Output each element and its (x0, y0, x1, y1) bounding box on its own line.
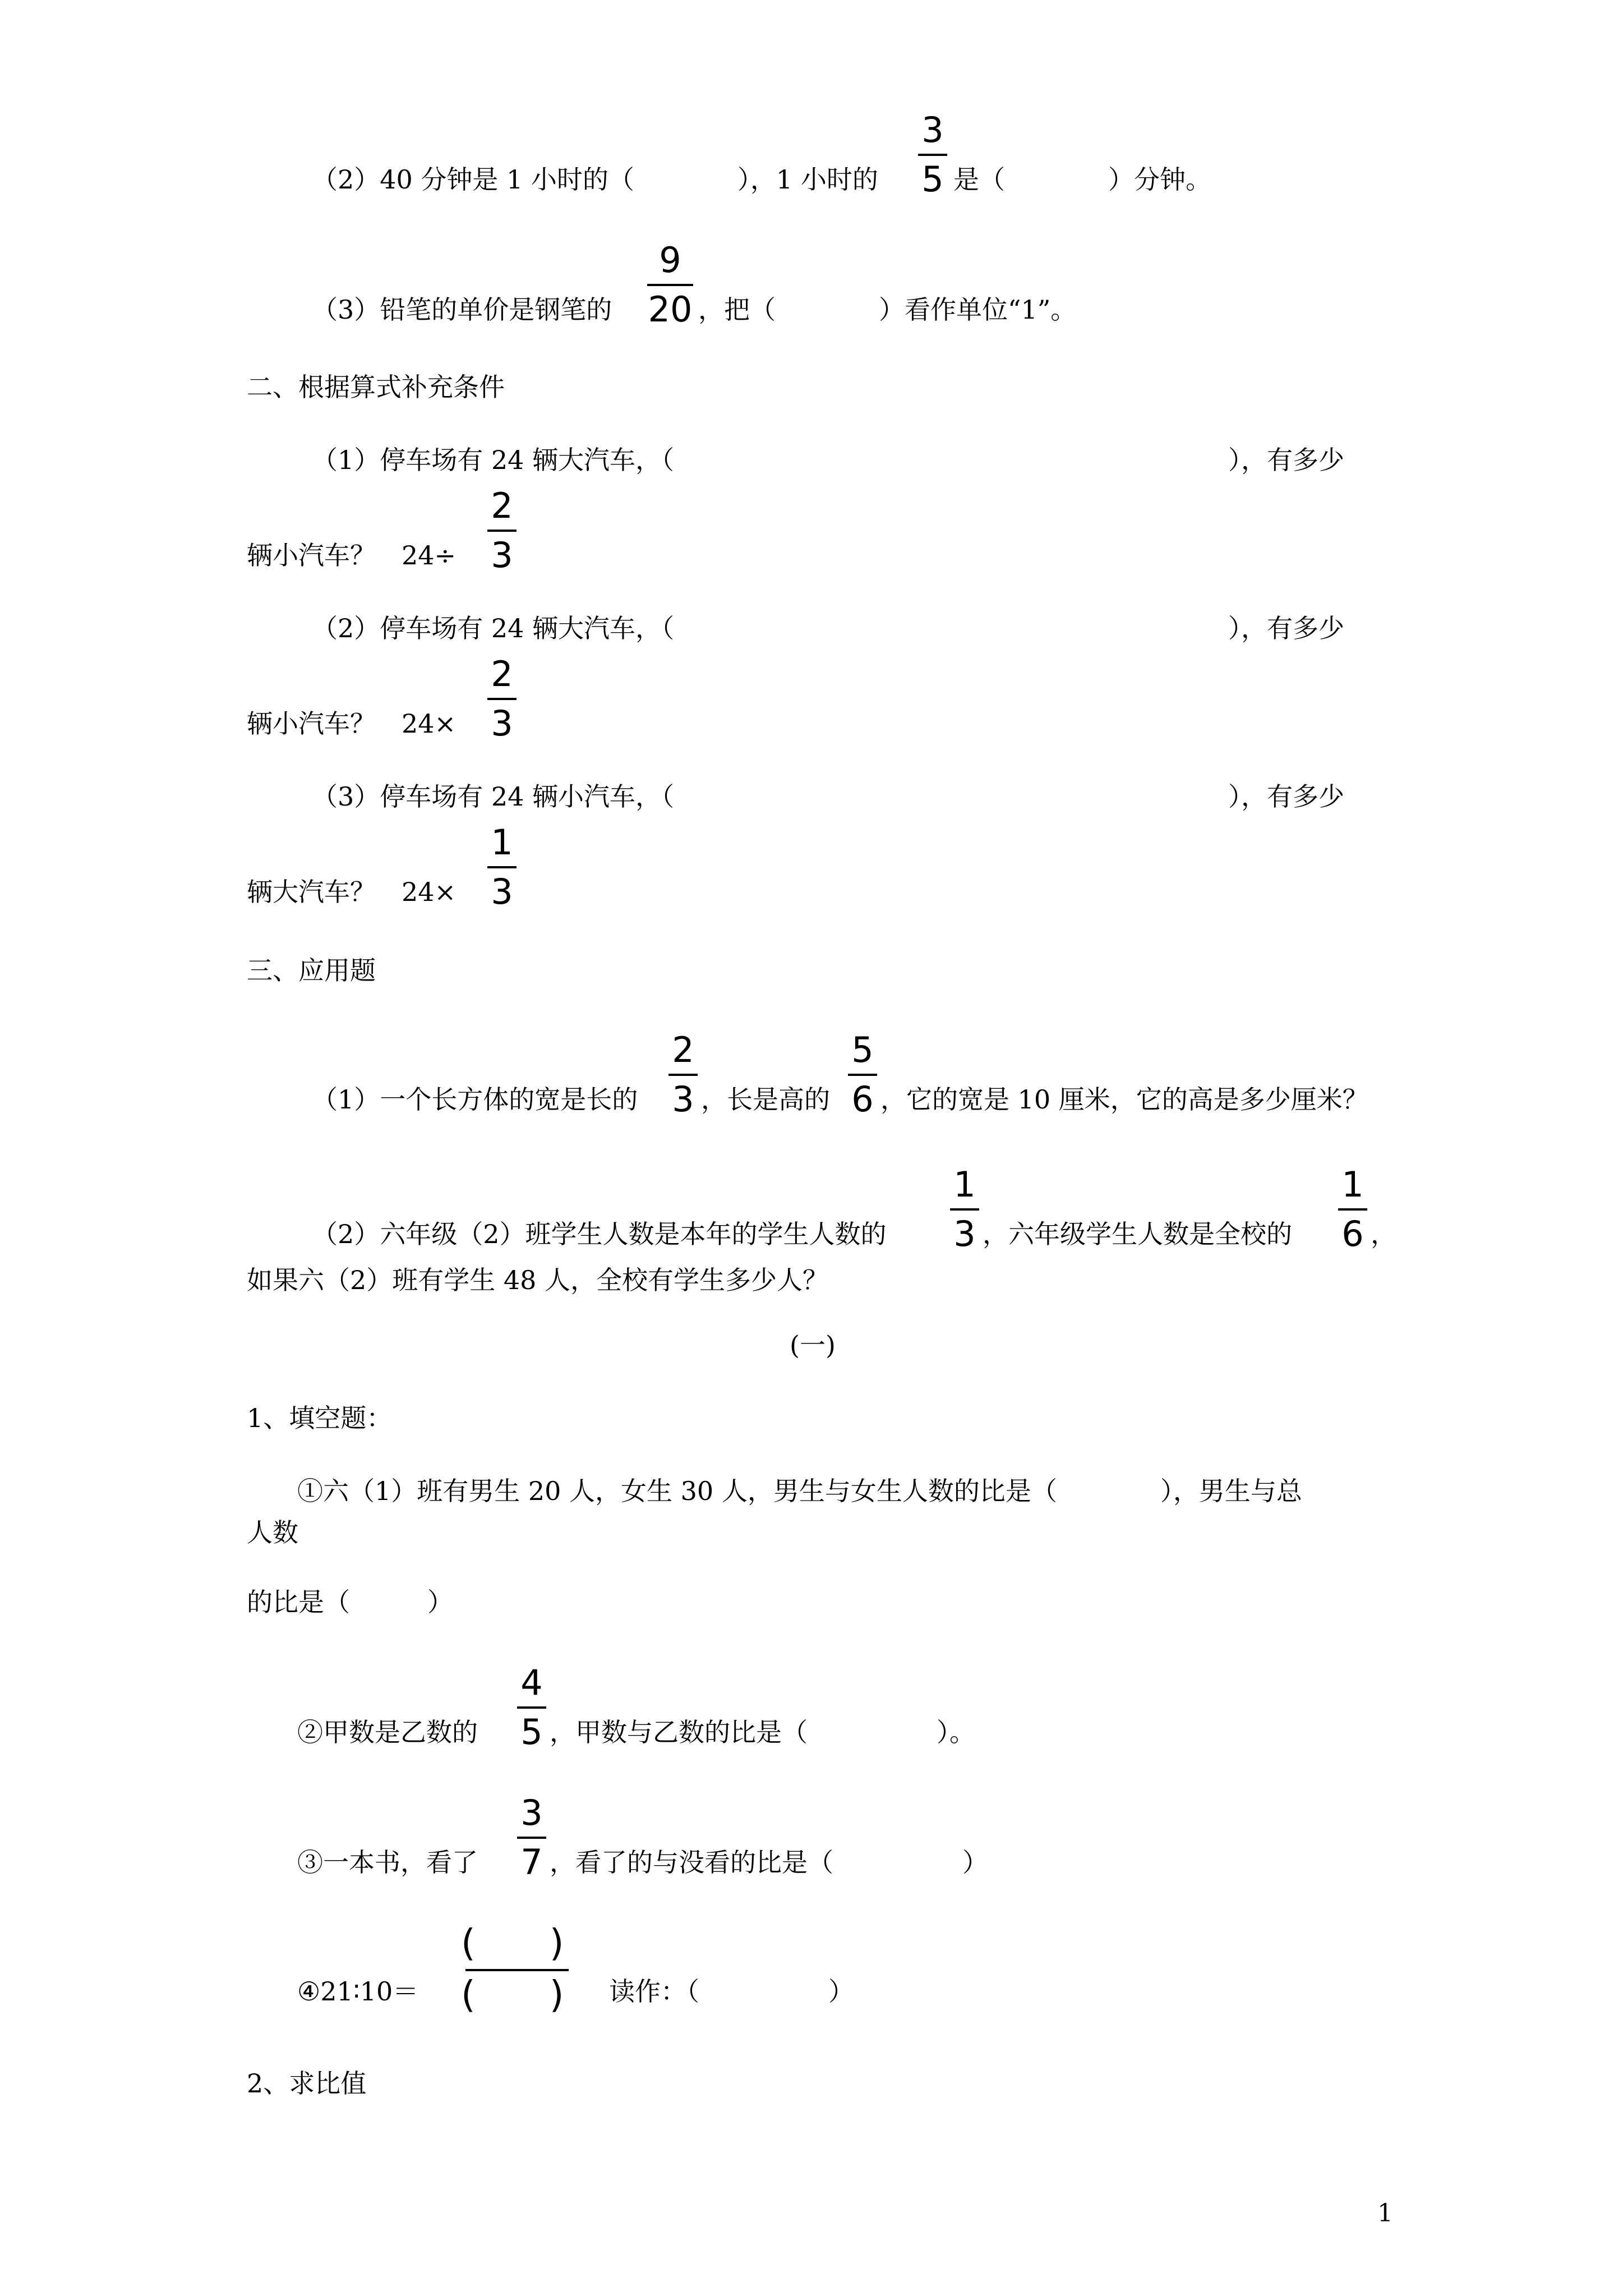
fill-q1-line2: 的比是（ ） (247, 1587, 453, 1617)
s3-q1-text-c: ，它的宽是 10 厘米，它的高是多少厘米？ (880, 1084, 1368, 1115)
s2-item3-close: ），有多少 (1228, 781, 1344, 812)
s3-q1-text-b: ，长是高的 (701, 1084, 830, 1115)
fill-q4-blank-fraction: ( ) ( ) (461, 1923, 573, 2024)
s2-heading: 二、根据算式补充条件 (247, 372, 505, 402)
fill-heading: 1、填空题： (247, 1403, 393, 1433)
fill-q3-text-a: ③一本书，看了 (297, 1847, 478, 1878)
ratio-heading: 2、求比值 (247, 2068, 367, 2099)
fill-q4-text-a: ④21∶10＝ (297, 1976, 419, 2007)
fill-q1-line1: ①六（1）班有男生 20 人，女生 30 人，男生与女生人数的比是（ ），男生与总 (297, 1476, 1302, 1506)
part-title: (一) (790, 1330, 836, 1360)
fill-q2-text-b: ，甲数与乙数的比是（ ）。 (550, 1717, 975, 1747)
fill-q3-text-b: ，看了的与没看的比是（ ） (550, 1847, 988, 1878)
s3-q1-fraction-1: 2 3 (666, 1030, 700, 1120)
fill-q2-text-a: ②甲数是乙数的 (297, 1717, 478, 1747)
s1-q3-text-a: （3）铅笔的单价是钢笔的 (312, 295, 612, 325)
s3-q2-text-a: （2）六年级（2）班学生人数是本年的学生人数的 (312, 1219, 887, 1249)
s1-q2-text-b: 是（ ）分钟。 (953, 164, 1211, 195)
page-number: 1 (1377, 2199, 1393, 2228)
s3-q2-line2: 如果六（2）班有学生 48 人，全校有学生多少人？ (247, 1265, 829, 1295)
s2-item2-line2: 辆小汽车？ 24× (247, 708, 457, 739)
s2-item3-line2: 辆大汽车？ 24× (247, 877, 457, 907)
fill-q1-line1b: 人数 (247, 1517, 298, 1548)
s2-item2-fraction: 2 3 (485, 654, 519, 744)
s3-heading: 三、应用题 (247, 955, 376, 986)
s2-item1-close: ），有多少 (1228, 445, 1344, 475)
s3-q1-fraction-2: 5 6 (846, 1030, 879, 1120)
s2-item3-fraction: 1 3 (485, 822, 519, 912)
s3-q2-fraction-1: 1 3 (948, 1165, 981, 1254)
fill-q4-text-b: 读作：（ ） (609, 1976, 854, 2007)
s2-item2-line1: （2）停车场有 24 辆大汽车，（ (312, 613, 675, 643)
s1-q3-fraction: 9 20 (648, 240, 693, 330)
fill-q2-fraction: 4 5 (515, 1663, 548, 1752)
fill-q3-fraction: 3 7 (515, 1793, 548, 1883)
s3-q2-text-b: ，六年级学生人数是全校的 (983, 1219, 1292, 1249)
s3-q2-fraction-2: 1 6 (1336, 1165, 1370, 1254)
s2-item3-line1: （3）停车场有 24 辆小汽车，（ (312, 781, 675, 812)
s1-q2-text-a: （2）40 分钟是 1 小时的（ ），1 小时的 (312, 164, 878, 195)
s2-item1-line2: 辆小汽车？ 24÷ (247, 540, 457, 570)
s3-q1-text-a: （1）一个长方体的宽是长的 (312, 1084, 638, 1115)
s1-q3-text-b: ，把（ ）看作单位“1”。 (698, 295, 1077, 325)
s1-q2-fraction: 3 5 (916, 110, 949, 200)
s2-item2-close: ），有多少 (1228, 613, 1344, 643)
s3-q2-text-c: ， (1371, 1219, 1396, 1249)
s2-item1-fraction: 2 3 (485, 486, 519, 576)
s2-item1-line1: （1）停车场有 24 辆大汽车，（ (312, 445, 675, 475)
